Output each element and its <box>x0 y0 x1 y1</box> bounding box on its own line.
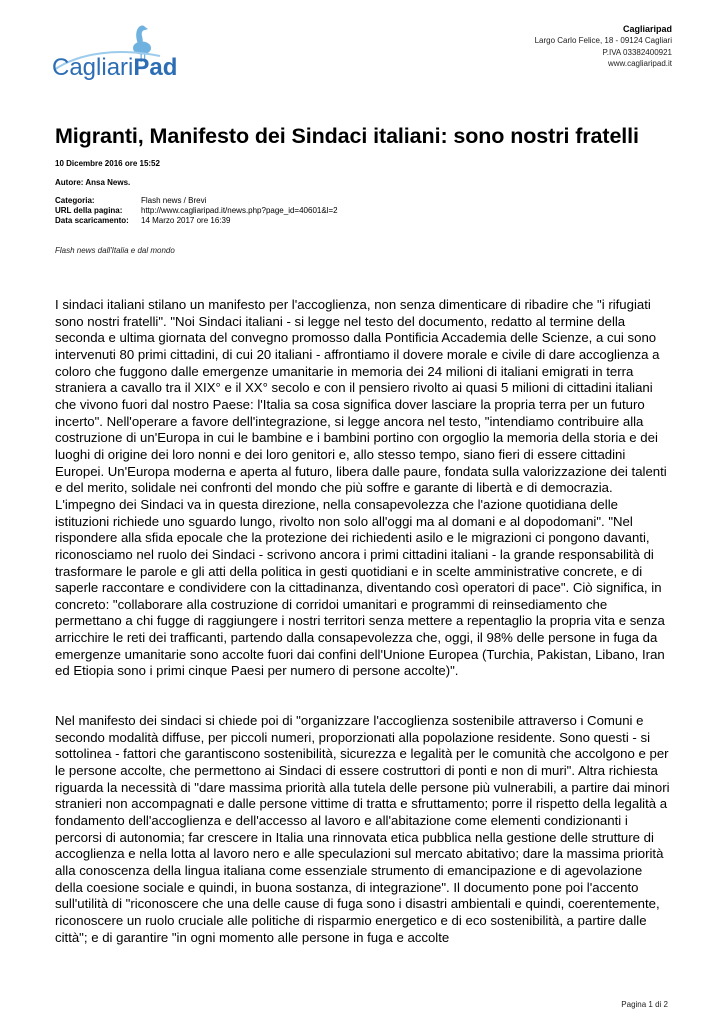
info-value-url[interactable]: http://www.cagliaripad.it/news.php?page_id=40601&l=2 <box>141 205 338 215</box>
cagliaripad-logo <box>50 22 192 86</box>
company-vat: P.IVA 03382400921 <box>602 47 672 57</box>
info-label: Data scaricamento: <box>55 215 129 225</box>
article-paragraph-1: I sindaci italiani stilano un manifesto per l'accoglienza, non senza dimenticare di ribadire che "i rifugiati sono nostri fratelli". "Noi Sindaci italiani - si legge nel testo del documento, redatto al termine della seconda e ultima giornata del convegno promosso dalla Pontificia Accademia delle Scienze, a cui sono intervenuti 80 primi cittadini, di cui 20 italiani - affrontiamo il dovere morale e civile di dare accoglienza a coloro che fuggono dalle emergenze umanitarie in memoria dei 24 milioni di italiani emigrati in terra straniera a cavallo tra il XIX° e il XX° secolo e con il pensiero rivolto ai quasi 5 milioni di cittadini italiani che vivono fuori dal nostro Paese: l'Italia sa cosa significa dover lasciare la propria terra per un futuro incerto". Nell'operare a favore dell'integrazione, si legge ancora nel testo, "intendiamo contribuire alla costruzione di un'Europa in cui le bambine e i bambini portino con orgoglio la memoria della storia e dei luoghi di origine dei loro nonni e dei loro genitori e, allo stesso tempo, siano fieri di essere cittadini Europei. Un'Europa moderna e aperta al futuro, libera dalle paure, fondata sulla valorizzazione dei talenti e del merito, solidale nei confronti del mondo che più soffre e garante di libertà e di democrazia. L'impegno dei Sindaci va in questa direzione, nella consapevolezza che l'azione quotidiana delle istituzioni richiede uno sguardo lungo, rivolto non solo all'oggi ma al domani e al dopodomani". "Nel rispondere alla sfida epocale che la protezione dei richiedenti asilo e le migrazioni ci pongono davanti, riconosciamo nel ruolo dei Sindaci - scrivono ancora i primi cittadini italiani - la grande responsabilità di trasformare le parole e gli atti della politica in gesti quotidiani e in scelte amministrative concrete, e di saperle raccontare e condividere con la cittadinanza, diventando così operatori di pace". Ciò significa, in concreto: "collaborare alla costruzione di corridoi umanitari e programmi di reinsediamento che permettano a chi fugge di raggiungere i nostri territori senza mettere a repentaglio la propria vita e senza arricchire le reti dei trafficanti, partendo dalla consapevolezza che, oggi, il 98% delle persone in fuga da emergenze umanitarie sono accolte fuori dai confini dell'Unione Europea (Turchia, Pakistan, Libano, Iran ed Etiopia sono i primi cinque Paesi per numero di persone accolte)". <box>55 297 667 679</box>
svg-text:CagliariPad <box>52 54 177 81</box>
company-name: Cagliaripad <box>622 24 672 34</box>
info-value: Flash news / Brevi <box>141 196 207 205</box>
info-value: 14 Marzo 2017 ore 16:39 <box>141 215 231 225</box>
company-address: Largo Carlo Felice, 18 - 09124 Cagliari <box>534 36 672 46</box>
section-label: Flash news dall'Italia e dal mondo <box>55 246 175 255</box>
info-row-category <box>55 196 338 206</box>
article-date: 10 Dicembre 2016 ore 15:52 <box>55 159 160 168</box>
article-paragraph-2: Nel manifesto dei sindaci si chiede poi di "organizzare l'accoglienza sostenibile attraverso i Comuni e secondo modalità diffuse, per piccoli numeri, proporzionati alla popolazione residente. Sono questi - si sottolinea - fattori che garantiscono sostenibilità, sicurezza e legalità per le comunità che accolgono e per le persone accolte, che permettono ai Sindaci di essere costruttori di ponti e non di muri". Altra richiesta riguarda la necessità di "dare massima priorità alla tutela delle persone più vulnerabili, a partire dai minori stranieri non accompagnati e dalle persone vittime di tratta e sfruttamento; porre il rispetto della legalità a fondamento dell'accoglienza e dell'accesso al lavoro e all'abitazione come elementi condizionanti i percorsi di autonomia; far crescere in Italia una rinnovata etica pubblica nella gestione delle strutture di accoglienza e nella lotta al lavoro nero e alle speculazioni sul mercato abitativo; dare la massima priorità alla conoscenza della lingua italiana come essenziale strumento di emancipazione e di agevolazione della coesione sociale e quindi, in buona sostanza, di integrazione". Il documento pone poi l'accento sull'utilità di "riconoscere che una delle cause di fuga sono i disastri ambientali e quindi, coerentemente, riconoscere un ruolo cruciale alle politiche di risparmio energetico e di eco sostenibilità, a partire dalle città"; e di garantire "in ogni momento alle persone in fuga e accolte <box>55 713 670 945</box>
company-info <box>535 24 672 70</box>
page-number: Pagina 1 di 2 <box>621 1000 668 1009</box>
article-info <box>55 196 338 225</box>
article-title: Migranti, Manifesto dei Sindaci italiani: sono nostri fratelli <box>55 124 639 148</box>
company-website[interactable]: www.cagliaripad.it <box>607 59 672 69</box>
info-row-download-date <box>55 216 338 226</box>
info-row-url <box>55 206 338 216</box>
logo-text-pad: Pad <box>133 54 178 81</box>
info-label: Categoria: <box>55 196 95 205</box>
logo-text-cagliari: Cagliari <box>52 54 134 81</box>
article-author: Autore: Ansa News. <box>55 178 131 187</box>
info-label: URL della pagina: <box>55 205 123 215</box>
